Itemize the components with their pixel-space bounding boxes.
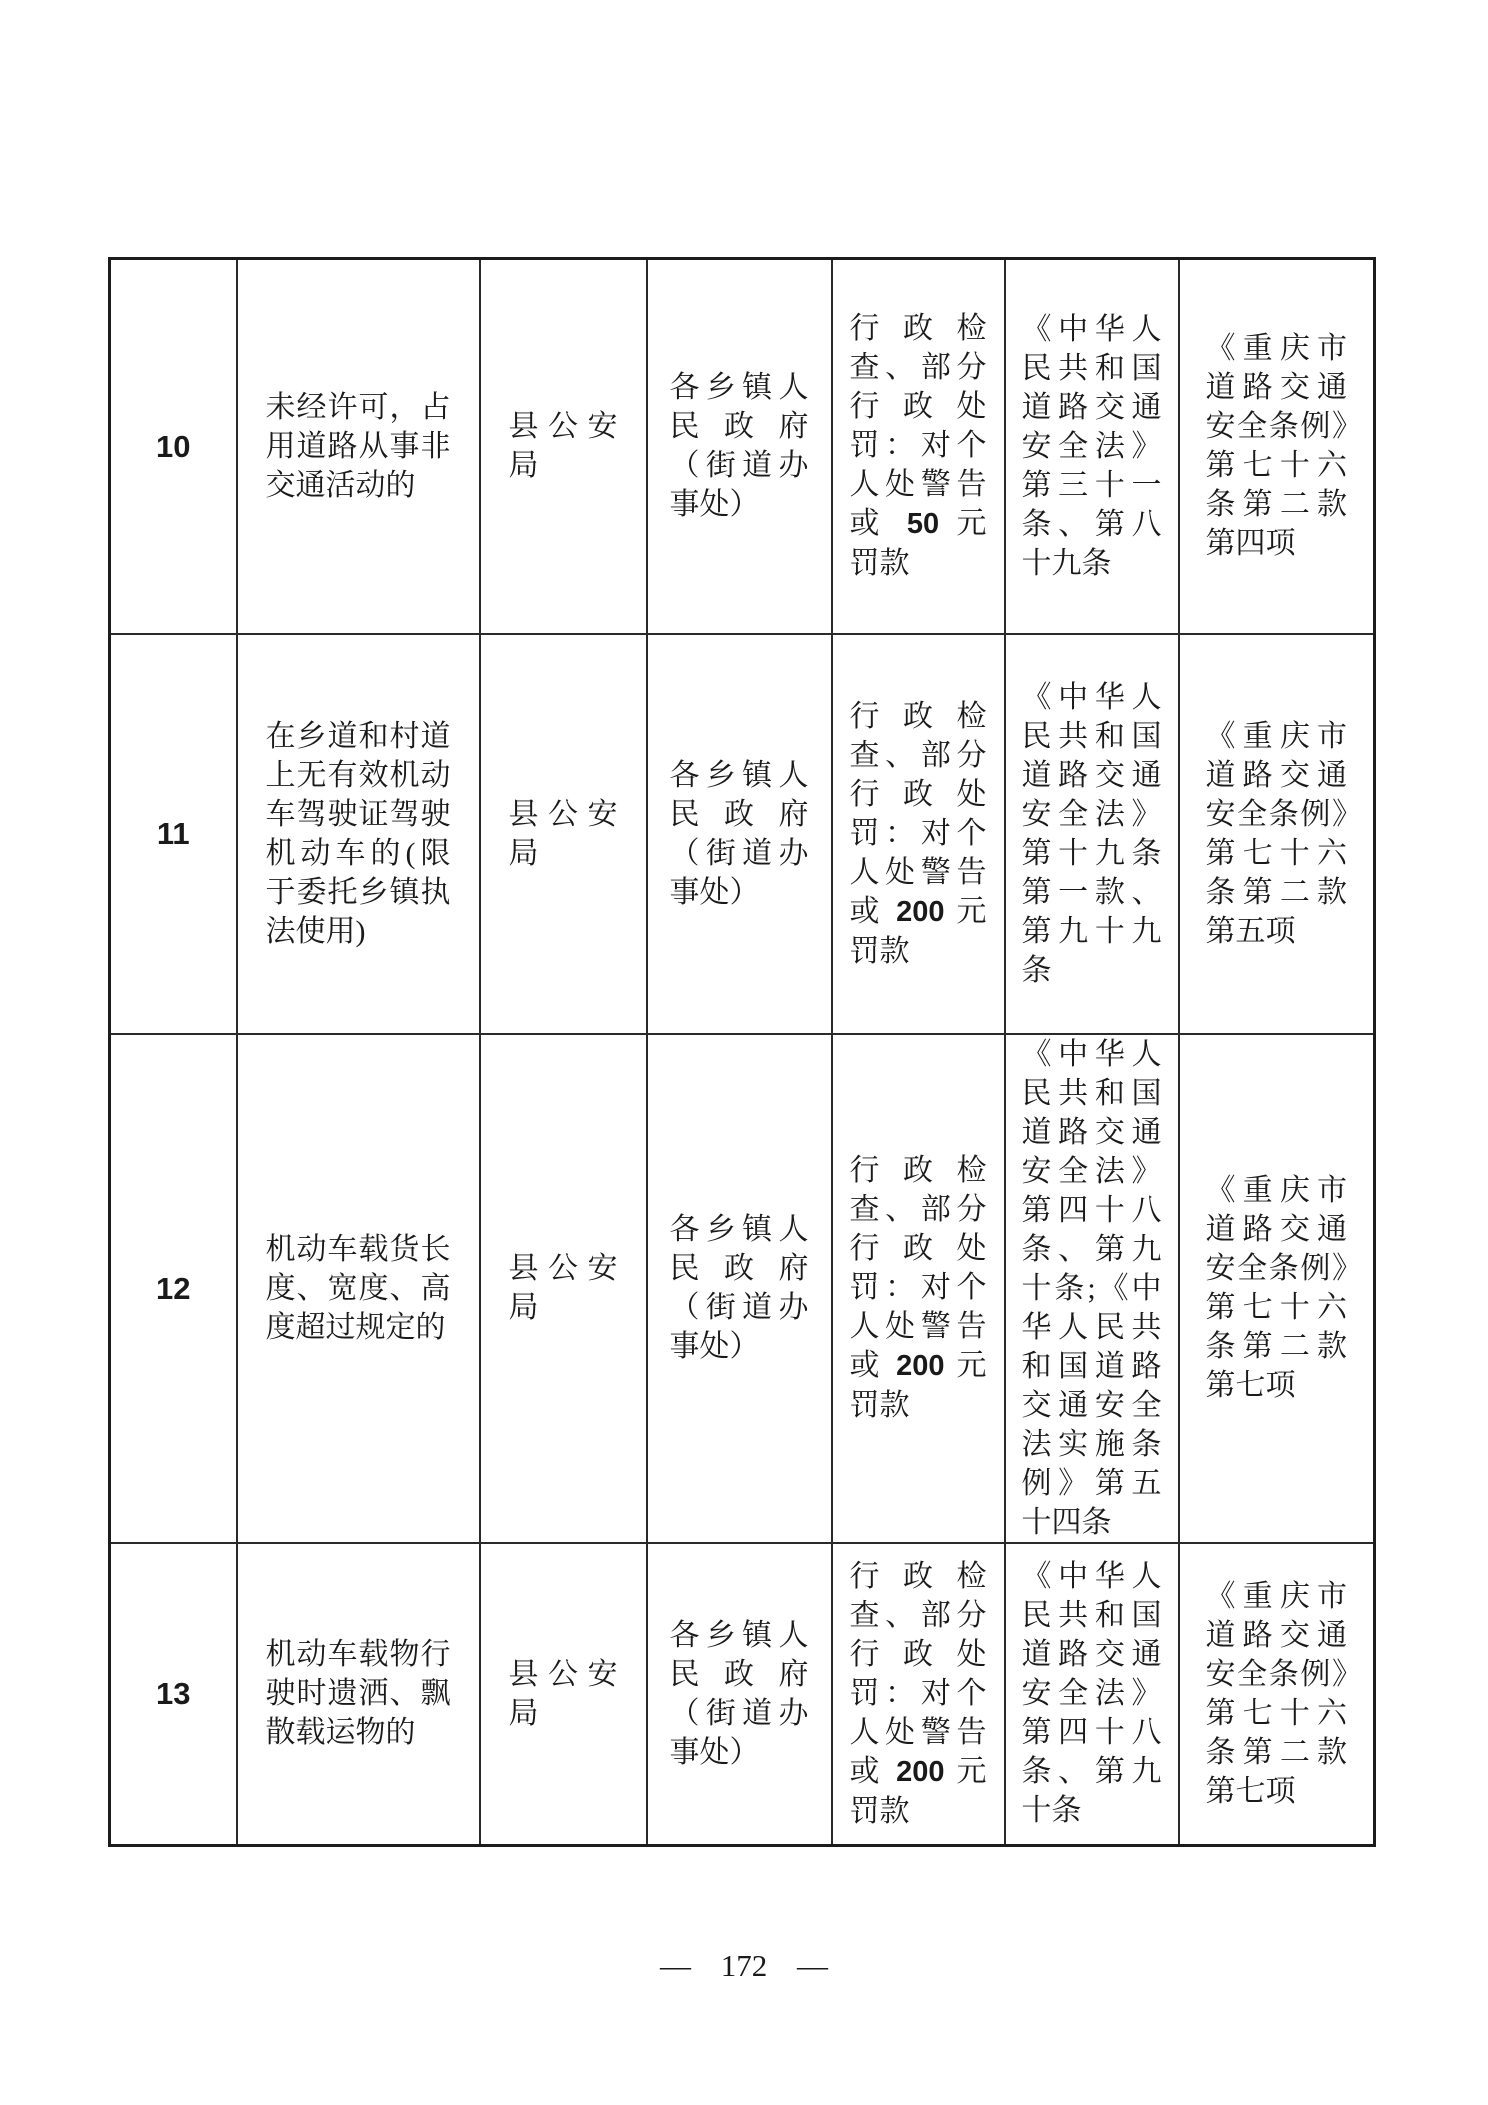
penalty-text: 行政检查、部分行政处罚：对个人处警告或 bbox=[849, 1154, 987, 1382]
table-row bbox=[110, 1543, 1375, 1846]
penalty-text: 行政检查、部分行政处罚：对个人处警告或 bbox=[849, 312, 987, 541]
penalty-text: 元罚款 bbox=[849, 507, 987, 581]
row-number: 13 bbox=[110, 1543, 237, 1846]
penalty-amount: 50 bbox=[906, 508, 940, 541]
delegate-cell: 各乡镇人民政府（街道办事处） bbox=[647, 259, 832, 634]
legal-basis-municipal-cell: 《重庆市道路交通安全条例》第七十六条第二款第四项 bbox=[1179, 259, 1375, 634]
violation-cell: 未经许可，占用道路从事非交通活动的 bbox=[237, 259, 480, 634]
authority-cell: 县公安局 bbox=[480, 634, 647, 1034]
penalty-text: 元罚款 bbox=[849, 1349, 987, 1422]
legal-basis-national-cell: 《中华人民共和国道路交通安全法》第三十一条、第八十九条 bbox=[1005, 259, 1179, 634]
authority-cell: 县公安局 bbox=[480, 1034, 647, 1543]
delegate-cell: 各乡镇人民政府（街道办事处） bbox=[647, 1034, 832, 1543]
penalty-amount: 200 bbox=[896, 1755, 945, 1788]
delegate-cell: 各乡镇人民政府（街道办事处） bbox=[647, 1543, 832, 1846]
penalty-text: 行政检查、部分行政处罚：对个人处警告或 bbox=[849, 1559, 987, 1788]
row-number: 10 bbox=[110, 259, 237, 634]
penalty-amount: 200 bbox=[896, 1350, 945, 1382]
table-row bbox=[110, 634, 1375, 1034]
legal-basis-national-cell: 《中华人民共和国道路交通安全法》第四十八条、第九十条;《中华人民共和国道路交通安全法实施条例》第五十四条 bbox=[1005, 1034, 1179, 1543]
table-row bbox=[110, 1034, 1375, 1543]
row-number: 12 bbox=[110, 1034, 237, 1543]
authority-cell: 县公安局 bbox=[480, 1543, 647, 1846]
table-row bbox=[110, 259, 1375, 634]
regulation-table bbox=[108, 257, 1376, 1847]
penalty-text: 元罚款 bbox=[849, 894, 987, 968]
penalty-text: 行政检查、部分行政处罚：对个人处警告或 bbox=[849, 699, 987, 928]
legal-basis-national-cell: 《中华人民共和国道路交通安全法》第十九条第一款、第九十九条 bbox=[1005, 634, 1179, 1034]
violation-cell: 在乡道和村道上无有效机动车驾驶证驾驶机动车的(限于委托乡镇执法使用) bbox=[237, 634, 480, 1034]
authority-cell: 县公安局 bbox=[480, 259, 647, 634]
row-number: 11 bbox=[110, 634, 237, 1034]
page-number: — 172 — bbox=[660, 1948, 828, 1983]
penalty-cell bbox=[832, 634, 1005, 1034]
penalty-cell bbox=[832, 1543, 1005, 1846]
penalty-cell bbox=[832, 1034, 1005, 1543]
legal-basis-municipal-cell: 《重庆市道路交通安全条例》第七十六条第二款第七项 bbox=[1179, 1543, 1375, 1846]
legal-basis-national-cell: 《中华人民共和国道路交通安全法》第四十八条、第九十条 bbox=[1005, 1543, 1179, 1846]
violation-cell: 机动车载物行驶时遗洒、飘散载运物的 bbox=[237, 1543, 480, 1846]
penalty-amount: 200 bbox=[896, 895, 945, 928]
delegate-cell: 各乡镇人民政府（街道办事处） bbox=[647, 634, 832, 1034]
violation-cell: 机动车载货长度、宽度、高度超过规定的 bbox=[237, 1034, 480, 1543]
penalty-cell bbox=[832, 259, 1005, 634]
penalty-text: 元罚款 bbox=[849, 1754, 987, 1828]
legal-basis-municipal-cell: 《重庆市道路交通安全条例》第七十六条第二款第五项 bbox=[1179, 634, 1375, 1034]
legal-basis-municipal-cell: 《重庆市道路交通安全条例》第七十六条第二款第七项 bbox=[1179, 1034, 1375, 1543]
